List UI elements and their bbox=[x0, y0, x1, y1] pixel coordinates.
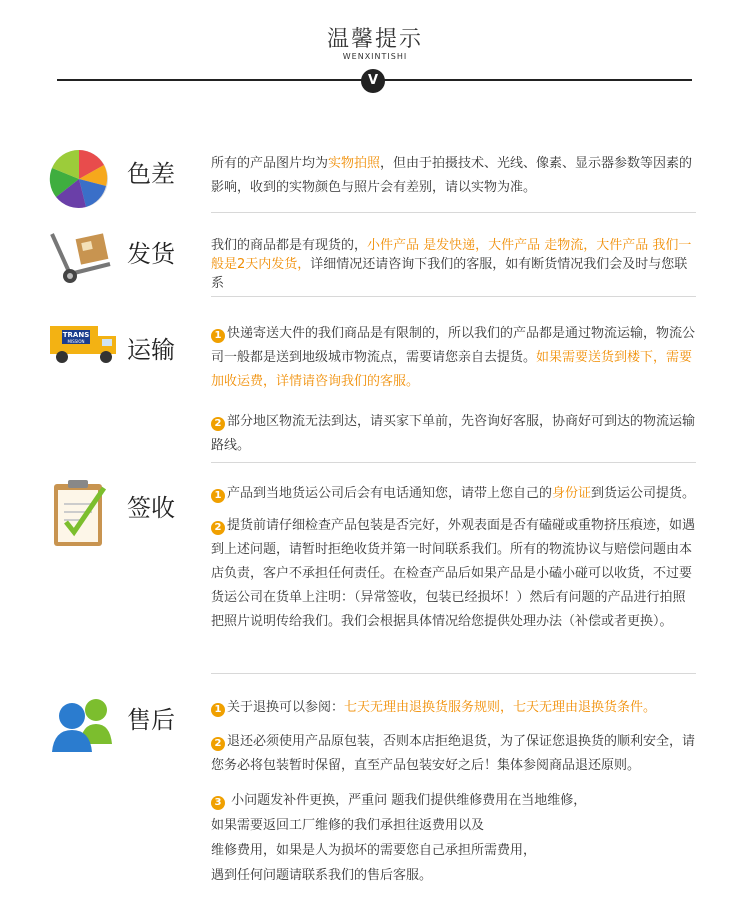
divider bbox=[211, 296, 696, 297]
section-body bbox=[211, 482, 696, 650]
paragraph bbox=[211, 322, 696, 394]
section-body bbox=[211, 236, 696, 293]
divider bbox=[211, 462, 696, 463]
highlight-text: 如果需要送货到楼下，需要加收运费，详情请咨询我们的客服。 bbox=[211, 350, 693, 389]
number-badge: 2 bbox=[211, 521, 225, 535]
text: 维修费用，如果是人为损坏的需要您自己承担所需费用， bbox=[211, 843, 537, 858]
text: 部分地区物流无法到达，请买家下单前，先咨询好客服，协商好可到达的物流运输路线。 bbox=[211, 414, 696, 453]
truck-text: MISSION bbox=[67, 339, 85, 344]
text: 如果需要返回工厂维修的我们承担往返费用以及 bbox=[211, 818, 485, 833]
text: 产品到当地货运公司后会有电话通知您，请带上您自己的 bbox=[227, 486, 553, 501]
number-badge: 3 bbox=[211, 796, 225, 810]
section-label: 售后 bbox=[127, 706, 175, 734]
text: 提货前请仔细检查产品包装是否完好，外观表面是否有磕碰或重物挤压痕迹，如遇到上述问题，请暂时拒绝收货并第一时间联系我们。所有的物流协议与赔偿问题由本店负责，客户不承担任何责任。在检查产品后如果产品是小磕小碰可以收货，不过要货运公司在货单上注明：（异常签收，包装已经损坏！）然后有问题的产品进行拍照把照片说明传给我们。我们会根据具体情况给您提供处理办法（补偿或者更换）。 bbox=[211, 518, 696, 629]
page-title: 温馨提示 bbox=[326, 27, 423, 52]
text: 关于退换可以参阅： bbox=[227, 700, 345, 715]
v-badge-icon: V bbox=[361, 69, 385, 93]
truck-icon bbox=[48, 322, 120, 366]
highlight-text: 七天无理由退换货服务规则，七天无理由退换货条件。 bbox=[344, 700, 657, 715]
number-badge: 1 bbox=[211, 329, 225, 343]
text: ，但由于拍摄技术、光线、像素、显示器参数等因素的影响，收到的实物颜色与照片会有差别，请以实物为准。 bbox=[211, 156, 693, 195]
text: 快递寄送大件的我们商品是有限制的，所以我们的产品都是通过物流运输，物流公司一般都是送到地级城市物流点，需要请您亲自去提货。 bbox=[211, 326, 696, 365]
users-icon bbox=[48, 694, 114, 754]
text: 小问题发补件更换，严重问 题我们提供维修费用在当地维修， bbox=[227, 793, 587, 808]
divider bbox=[211, 673, 696, 674]
hand-truck-icon bbox=[48, 226, 118, 286]
highlight-text: 实物拍照 bbox=[328, 156, 381, 171]
section-label: 签收 bbox=[127, 494, 175, 522]
number-badge: 1 bbox=[211, 703, 225, 717]
text: 所有的产品图片均为 bbox=[211, 156, 329, 171]
paragraph bbox=[211, 514, 696, 634]
text: 到货运公司提货。 bbox=[591, 486, 696, 501]
section-label: 发货 bbox=[127, 240, 175, 268]
paragraph bbox=[211, 696, 696, 720]
section-label: 运输 bbox=[127, 336, 175, 364]
section-body bbox=[211, 696, 696, 904]
divider bbox=[211, 212, 696, 213]
header bbox=[0, 0, 750, 100]
paragraph bbox=[211, 482, 696, 506]
truck-text: TRANS bbox=[62, 331, 90, 339]
section-body bbox=[211, 322, 696, 474]
text: 退还必须使用产品原包装，否则本店拒绝退货，为了保证您退换货的顺利安全，请您务必将包装暂时保留，直至产品包装安好之后！集体参阅商品退还原则。 bbox=[211, 734, 696, 773]
paragraph bbox=[211, 788, 696, 888]
number-badge: 1 bbox=[211, 489, 225, 503]
highlight-text: 小件产品 是发快递，大件产品 走物流，大件产品 我们一般是2天内发货， bbox=[211, 238, 692, 272]
section-label: 色差 bbox=[127, 160, 175, 188]
text: 我们的商品都是有现货的， bbox=[211, 238, 368, 253]
highlight-text: 身份证 bbox=[552, 486, 592, 501]
page-subtitle: WENXINTISHI bbox=[342, 52, 408, 61]
text: 遇到任何问题请联系我们的售后客服。 bbox=[211, 868, 433, 883]
paragraph bbox=[211, 730, 696, 778]
number-badge: 2 bbox=[211, 737, 225, 751]
pie-chart-icon bbox=[48, 148, 110, 210]
number-badge: 2 bbox=[211, 417, 225, 431]
clipboard-icon bbox=[52, 478, 110, 550]
paragraph bbox=[211, 410, 696, 458]
section-body bbox=[211, 152, 696, 200]
text: 详细情况还请咨询下我们的客服，如有断货情况我们会及时与您联系 bbox=[211, 257, 688, 291]
